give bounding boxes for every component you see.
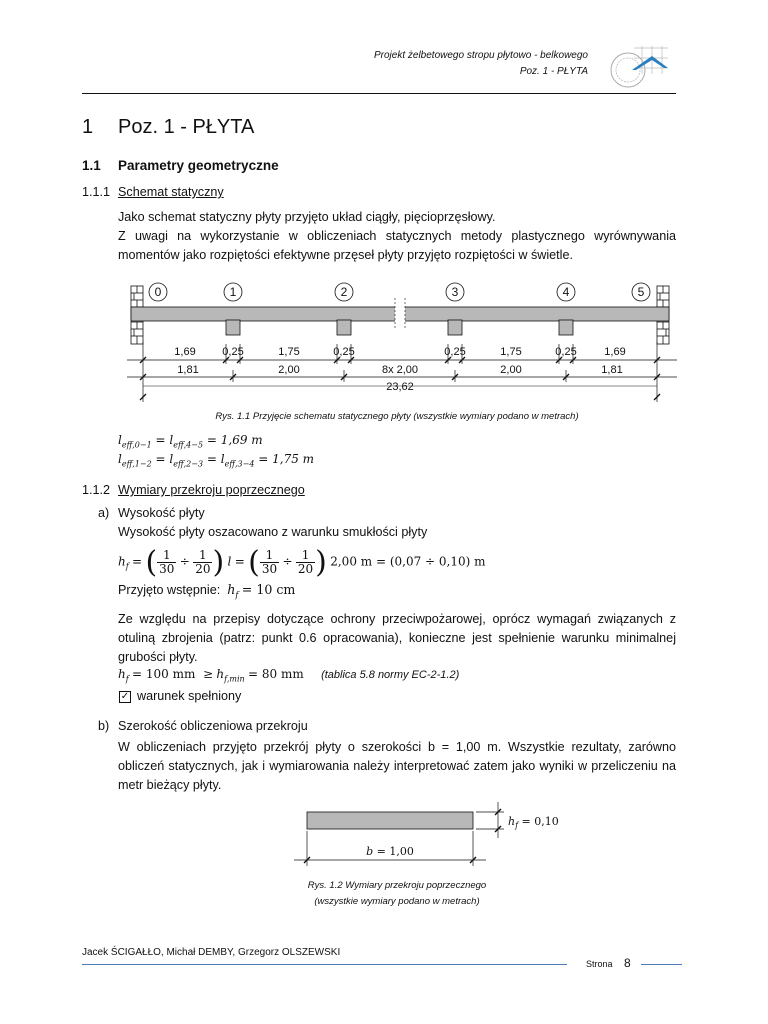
figure-caption: Rys. 1.2 Wymiary przekroju poprzecznego <box>307 880 487 891</box>
clear-span-label: 1,75 <box>278 346 300 358</box>
axis-span-label: 1,81 <box>601 364 623 376</box>
beam <box>448 320 462 335</box>
static-scheme-figure <box>125 282 685 407</box>
checkbox-icon: ✓ <box>120 691 130 702</box>
support-label: 0 <box>154 285 162 299</box>
list-marker: b) <box>98 719 110 733</box>
item-title: Wysokość płyty <box>118 506 205 520</box>
beam <box>559 320 573 335</box>
paragraph: W obliczeniach przyjęto przekrój płyty o szerokości b = 1,00 m. Wszystkie rezultaty, zarówno obliczeń statycznych, jak i wymiarowania należy interpretować zatem jako wyniki w przeliczeniu na metr bieżący płyty. <box>118 740 676 792</box>
paragraph: Ze względu na przepisy dotyczące ochrony przeciwpożarowej, oprócz wymagań związanych z otuliną zbrojenia (patrz: punkt 0.6 opracowania), konieczne jest spełnienie warunku minimalnej grubości płyty. <box>118 612 676 664</box>
beam <box>226 320 240 335</box>
axis-span-label: 2,00 <box>278 364 300 376</box>
section-title: Parametry geometryczne <box>118 158 279 173</box>
check-equation: $h_f = 100$ mm ≥ $h_{f,min} = 80$ mm (tablica 5.8 normy EC-2-1.2) <box>118 667 460 684</box>
chapter-number: 1 <box>82 116 94 138</box>
axis-span-label: 8x 2,00 <box>381 364 419 376</box>
figure-caption: Rys. 1.1 Przyjęcie schematu statycznego płyty (wszystkie wymiary podano w metrach) <box>215 411 579 422</box>
axis-span-label: 1,81 <box>177 364 199 376</box>
support-width-label: 0,25 <box>333 346 355 358</box>
header-title: Projekt żelbetowego stropu płytowo - belkowego <box>373 50 588 61</box>
header-rule <box>82 93 676 94</box>
support-width-label: 0,25 <box>555 346 577 358</box>
slenderness-formula: $h_f$ = ( $\frac{1}{30}$ ÷ $\frac{1}{20}$ ) l = ( $\frac{1}{30}$ ÷ $\frac{1}{20}$ ) 2,00 m = (0,07 ÷ 0,10) m <box>118 545 486 580</box>
chapter-title: Poz. 1 - PŁYTA <box>118 116 255 138</box>
section-number: 1.1 <box>82 158 101 173</box>
support-label: 4 <box>562 285 570 299</box>
clear-span-label: 1,69 <box>604 346 626 358</box>
width-label: b = 1,00 <box>366 845 414 858</box>
subsection-title: Wymiary przekroju poprzecznego <box>118 483 305 497</box>
header-subtitle: Poz. 1 - PŁYTA <box>519 66 588 77</box>
slab-section <box>307 812 473 829</box>
support-width-label: 0,25 <box>222 346 244 358</box>
equation: $l_{eff,0-1} = l_{eff,4-5} = 1,69$ m <box>118 433 263 450</box>
support-label: 5 <box>637 285 645 299</box>
beam <box>337 320 351 335</box>
equation: $l_{eff,1-2} = l_{eff,2-3} = l_{eff,3-4} = 1,75$ m <box>118 452 315 469</box>
initial-assumption: Przyjęto wstępnie: $h_f = 10$ cm <box>118 582 296 600</box>
footer-line <box>82 964 567 965</box>
clear-span-label: 1,69 <box>174 346 196 358</box>
page-number: 8 <box>624 956 631 970</box>
support-width-label: 0,25 <box>444 346 466 358</box>
support-label: 1 <box>229 285 237 299</box>
footer-line <box>641 964 682 965</box>
subsection-title: Schemat statyczny <box>118 185 224 199</box>
total-length-label: 23,62 <box>386 381 414 393</box>
paragraph: Wysokość płyty oszacowano z warunku smukłości płyty <box>118 525 428 539</box>
paragraph: Jako schemat statyczny płyty przyjęto układ ciągły, pięcioprzęsłowy. <box>118 210 496 224</box>
check-result: warunek spełniony <box>137 689 242 703</box>
item-title: Szerokość obliczeniowa przekroju <box>118 719 308 733</box>
clear-span-label: 1,75 <box>500 346 522 358</box>
figure-caption: (wszystkie wymiary podano w metrach) <box>314 896 480 907</box>
footer-authors: Jacek ŚCIGAŁŁO, Michał DEMBY, Grzegorz OLSZEWSKI <box>82 947 341 958</box>
university-logo <box>608 44 672 92</box>
subsection-number: 1.1.1 <box>82 185 111 199</box>
paragraph: Z uwagi na wykorzystanie w obliczeniach statycznych metody plastycznego wyrównywania momentów jako rozpiętości efektywne przęseł płyty przyjęto rozpiętości w świetle. <box>118 229 676 262</box>
support-label: 3 <box>451 285 459 299</box>
support-label: 2 <box>340 285 348 299</box>
height-label: $h_f = 0,10$ <box>508 815 559 830</box>
axis-span-label: 2,00 <box>500 364 522 376</box>
list-marker: a) <box>98 506 110 520</box>
footer-page-label: Strona <box>586 959 613 969</box>
cross-section-figure <box>290 800 580 870</box>
subsection-number: 1.1.2 <box>82 483 111 497</box>
